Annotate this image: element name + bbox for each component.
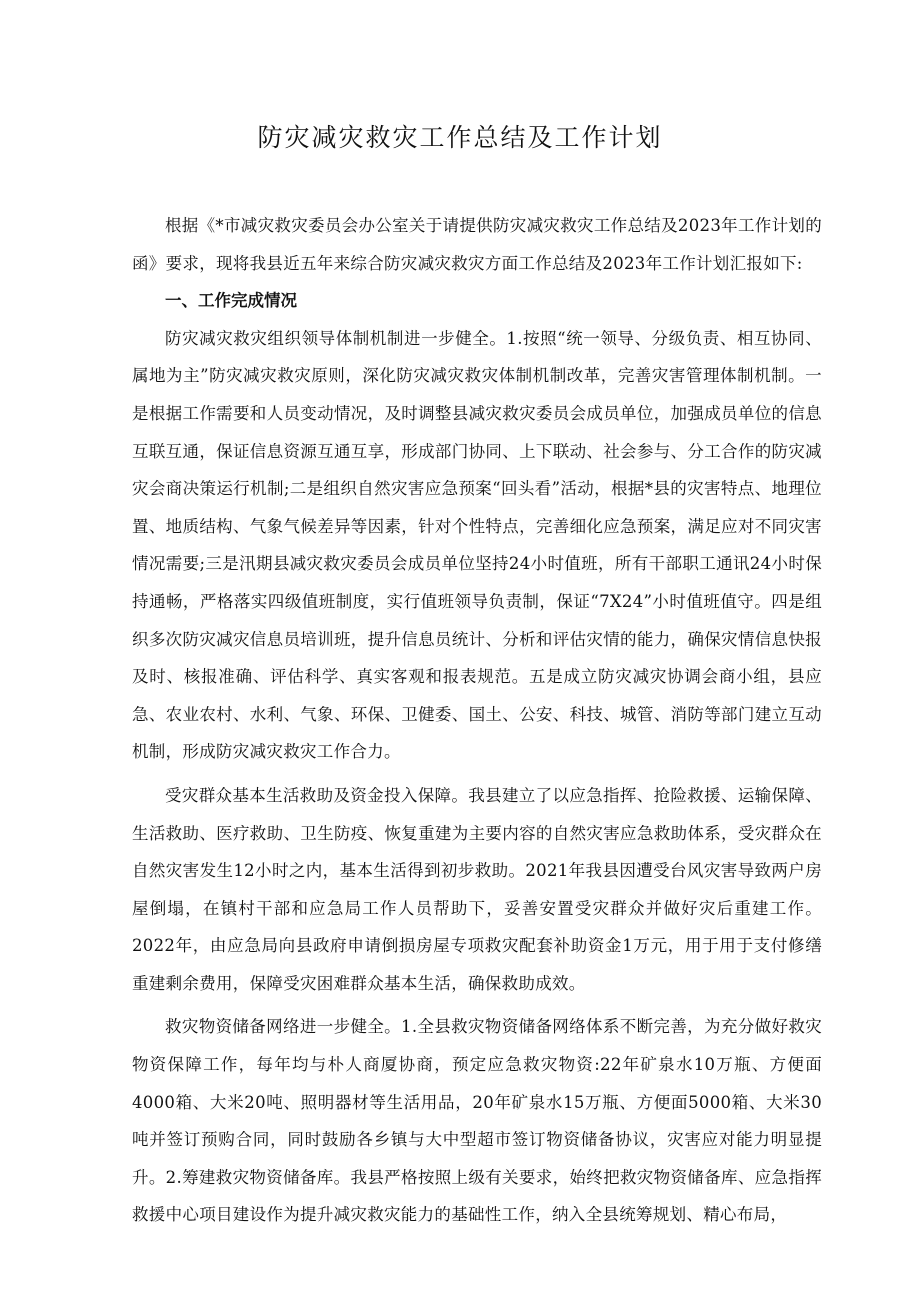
paragraph-organization-mechanism: 防灾减灾救灾组织领导体制机制进一步健全。1.按照“统一领导、分级负责、相互协同、属地为主”防灾减灾救灾原则，深化防灾减灾救灾体制机制改革，完善灾害管理体制机制。一是根据工作需要和人员变动情况，及时调整县减灾救灾委员会成员单位，加强成员单位的信息互联互通，保证信息资源互通互享，形成部门协同、上下联动、社会参与、分工合作的防灾减灾会商决策运行机制;二是组织自然灾害应急预案“回头看”活动，根据*县的灾害特点、地理位置、地质结构、气象气候差异等因素，针对个性特点，完善细化应急预案，满足应对不同灾害情况需要;三是汛期县减灾救灾委员会成员单位坚持24小时值班，所有干部职工通讯24小时保持通畅，严格落实四级值班制度，实行值班领导负责制，保证“7X24”小时值班值守。四是组织多次防灾减灾信息员培训班，提升信息员统计、分析和评估灾情的能力，确保灾情信息快报及时、核报准确、评估科学、真实客观和报表规范。五是成立防灾减灾协调会商小组，县应急、农业农村、水利、气象、环保、卫健委、国土、公安、科技、城管、消防等部门建立互动机制，形成防灾减灾救灾工作合力。: [132, 328, 822, 762]
paragraph-material-reserve: 救灾物资储备网络进一步健全。1.全县救灾物资储备网络体系不断完善，为充分做好救灾物资保障工作，每年均与朴人商厦协商，预定应急救灾物资:22年矿泉水10万瓶、方便面4000箱、大米20吨、照明器材等生活用品，20年矿泉水15万瓶、方便面5000箱、大米30吨并签订预购合同，同时鼓励各乡镇与大中型超市签订物资储备协议，灾害应对能力明显提升。2.筹建救灾物资储备库。我县严格按照上级有关要求，始终把救灾物资储备库、应急指挥救援中心项目建设作为提升减灾救灾能力的基础性工作，纳入全县统筹规划、精心布局，: [132, 1017, 822, 1225]
intro-paragraph: 根据《*市减灾救灾委员会办公室关于请提供防灾减灾救灾工作总结及2023年工作计划的函》要求，现将我县近五年来综合防灾减灾救灾方面工作总结及2023年工作计划汇报如下:: [132, 216, 822, 273]
section-heading-work-completion: 一、工作完成情况: [165, 291, 297, 311]
document-body: [132, 207, 822, 1234]
document-title: 防灾减灾救灾工作总结及工作计划: [257, 123, 663, 152]
paragraph-relief-funding: 受灾群众基本生活救助及资金投入保障。我县建立了以应急指挥、抢险救援、运输保障、生活救助、医疗救助、卫生防疫、恢复重建为主要内容的自然灾害应急救助体系，受灾群众在自然灾害发生12小时之内，基本生活得到初步救助。2021年我县因遭受台风灾害导致两户房屋倒塌，在镇村干部和应急局工作人员帮助下，妥善安置受灾群众并做好灾后重建工作。2022年，由应急局向县政府申请倒损房屋专项救灾配套补助资金1万元，用于用于支付修缮重建剩余费用，保障受灾困难群众基本生活，确保救助成效。: [132, 785, 822, 993]
